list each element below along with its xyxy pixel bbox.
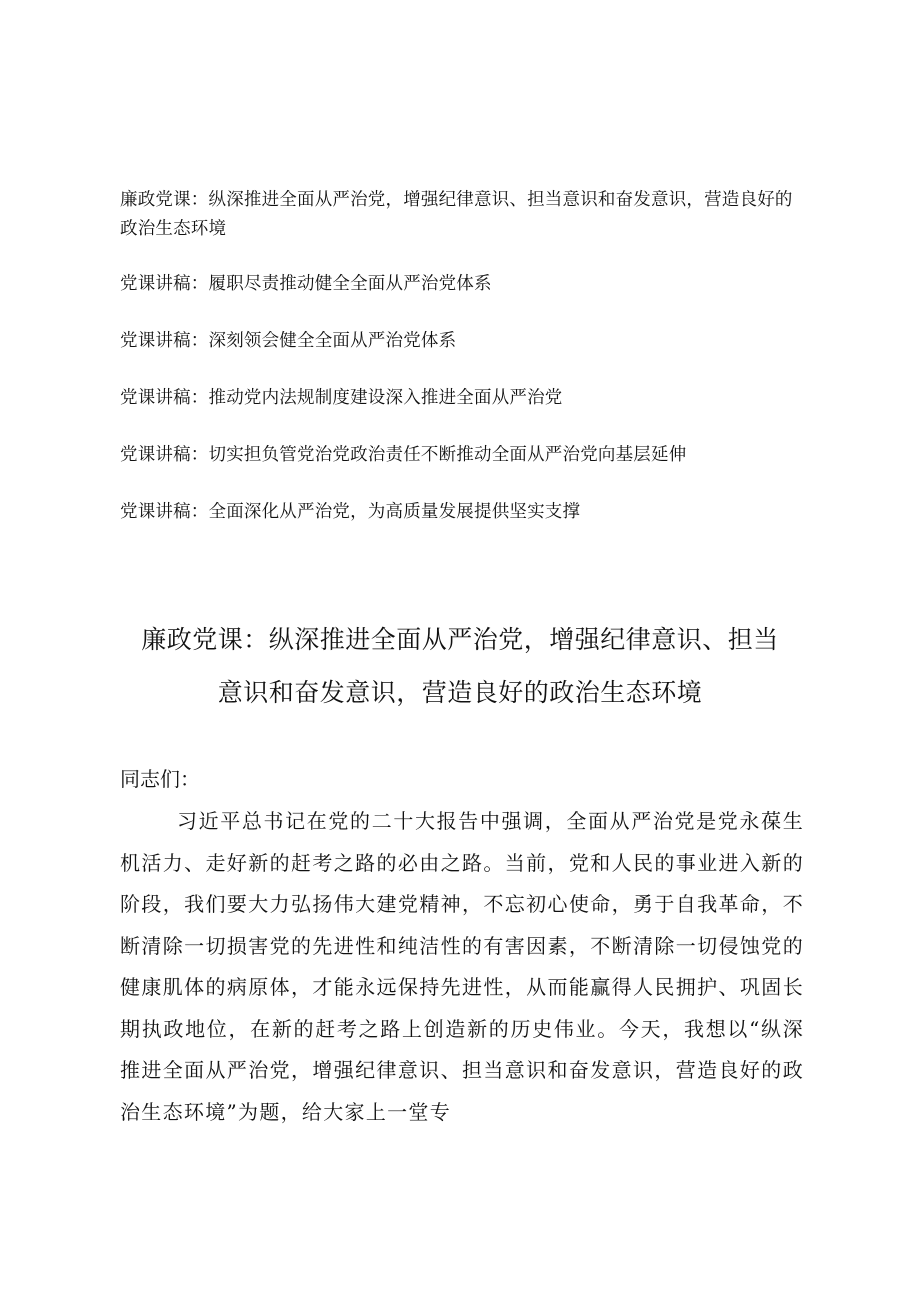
document-title: 廉政党课：纵深推进全面从严治党，增强纪律意识、担当意识和奋发意识，营造良好的政治生态环境 [141, 625, 779, 707]
toc-item: 党课讲稿：全面深化从严治党，为高质量发展提供坚实支撑 [120, 502, 581, 522]
toc-item: 党课讲稿：切实担负管党治党政治责任不断推动全面从严治党向基层延伸 [120, 445, 687, 465]
toc-item: 廉政党课：纵深推进全面从严治党，增强纪律意识、担当意识和奋发意识，营造良好的政治生态环境 [120, 190, 793, 239]
table-of-contents [120, 186, 810, 554]
greeting: 同志们： [120, 767, 200, 791]
body-paragraph: 习近平总书记在党的二十大报告中强调，全面从严治党是党永葆生机活力、走好新的赶考之路的必由之路。当前，党和人民的事业进入新的阶段，我们要大力弘扬伟大建党精神，不忘初心使命，勇于自我革命，不断清除一切损害党的先进性和纯洁性的有害因素，不断清除一切侵蚀党的健康肌体的病原体，才能永远保持先进性，从而能赢得人民拥护、巩固长期执政地位，在新的赶考之路上创造新的历史伟业。今天，我想以“纵深推进全面从严治党，增强纪律意识、担当意识和奋发意识，营造良好的政治生态环境”为题，给大家上一堂专 [120, 809, 804, 1124]
toc-item: 党课讲稿：推动党内法规制度建设深入推进全面从严治党 [120, 388, 563, 408]
toc-item: 党课讲稿：深刻领会健全全面从严治党体系 [120, 331, 457, 351]
toc-item: 党课讲稿：履职尽责推动健全全面从严治党体系 [120, 274, 492, 294]
